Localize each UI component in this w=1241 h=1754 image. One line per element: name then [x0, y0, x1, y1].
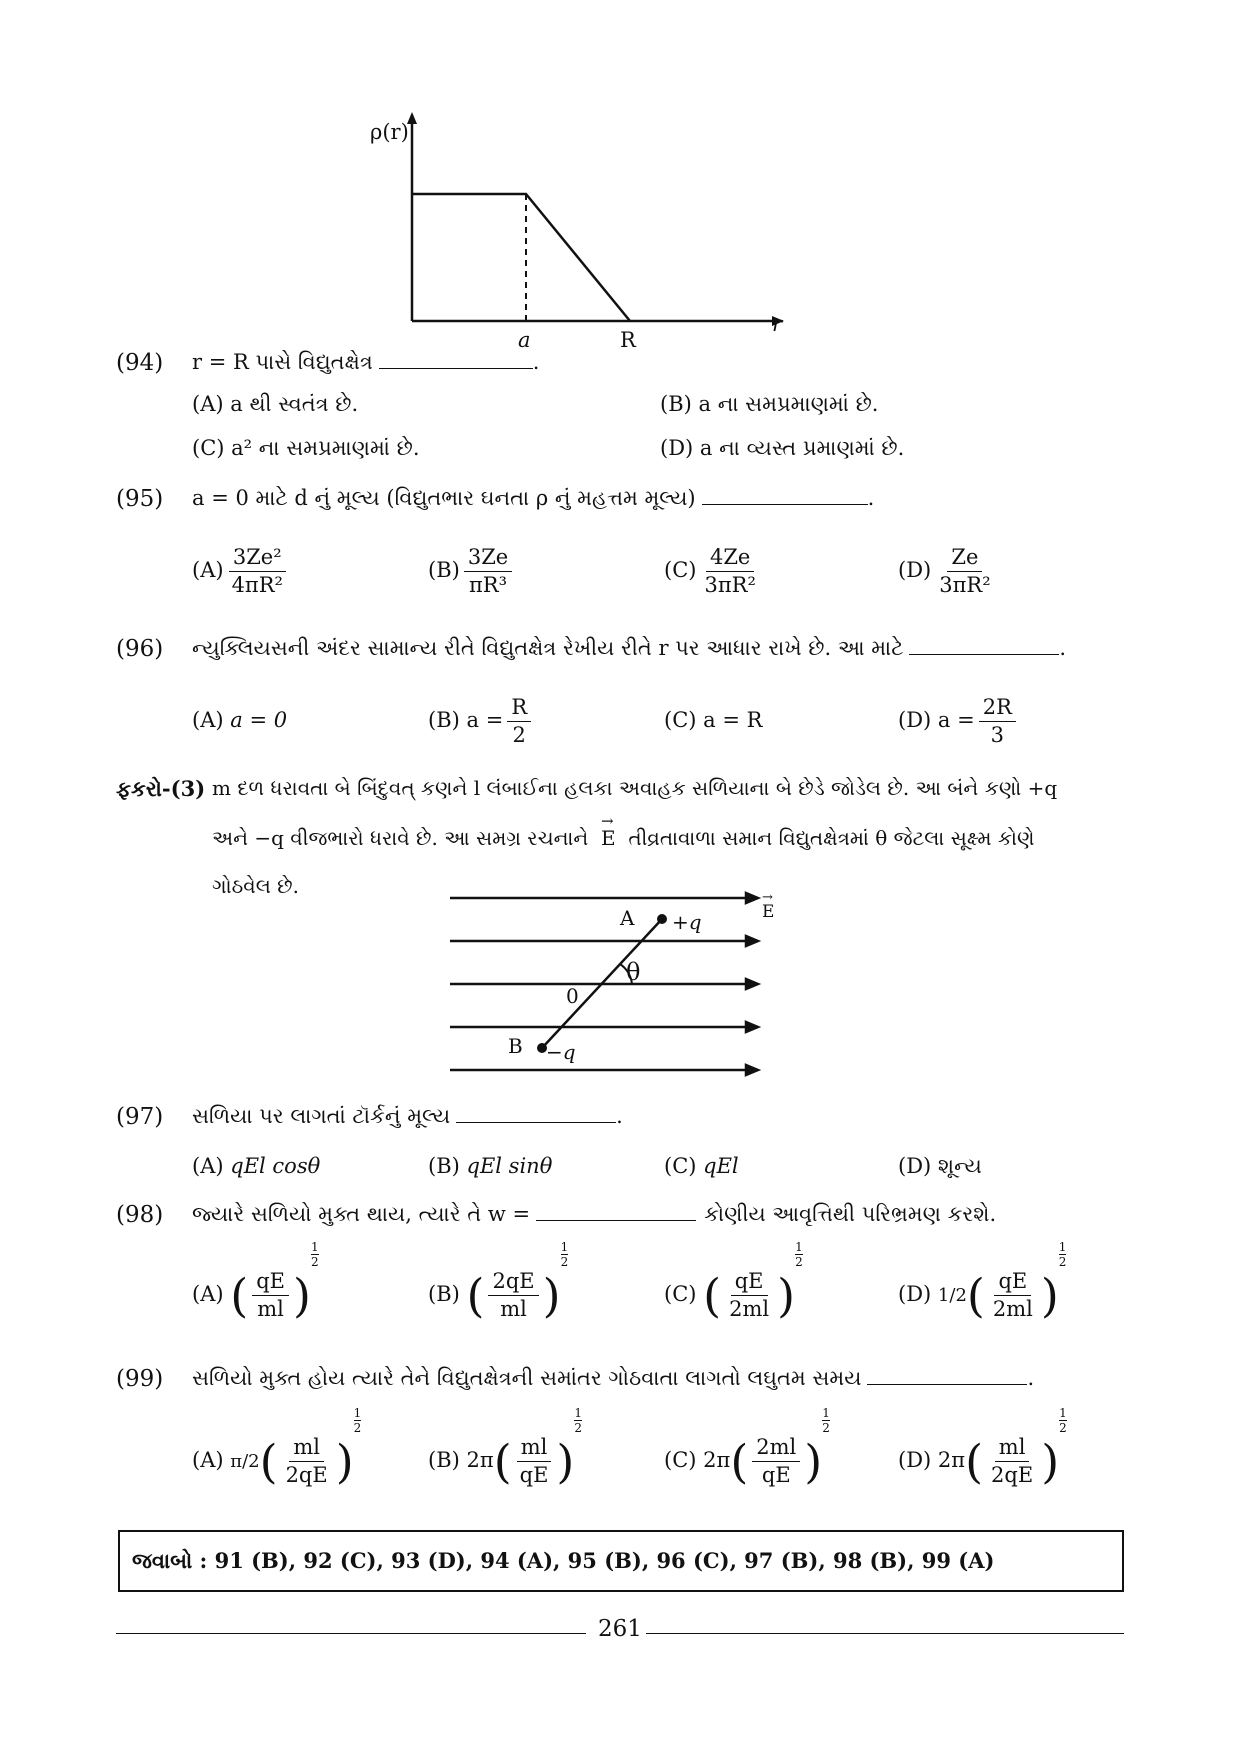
density-graph: [380, 108, 800, 348]
q95-option-b[interactable]: (B) $\frac{3Ze}{\text{πR³}}$: [428, 546, 516, 597]
pivot-O-label: 0: [566, 984, 579, 1008]
dipole-field-diagram: [440, 888, 770, 1088]
para3-line2: અને −q વીજભારો ધરાવે છે. આ સમગ્ર રચનાને → E તીવ્રતાવાળા સમાન વિદ્યુતક્ષેત્રમાં θ જેટલા સૂક્ષ્મ કોણે: [212, 812, 1035, 850]
page-number: 261: [598, 1616, 642, 1642]
q99-option-a[interactable]: (A) π/2( $\frac{ml}{2qE}$ ) $\frac{1}{2}$: [192, 1406, 362, 1489]
q99-option-d[interactable]: (D) 2π( $\frac{ml}{2qE}$ ) $\frac{1}{2}$: [898, 1406, 1067, 1489]
q97-option-c[interactable]: (C) qEl: [664, 1154, 739, 1178]
q94-option-b[interactable]: (B) a ના સમપ્રમાણમાં છે.: [660, 392, 879, 416]
angle-theta-label: θ: [626, 958, 641, 986]
q98-option-b[interactable]: (B) ( $\frac{2qE}{ml}$ ) $\frac{1}{2}$: [428, 1240, 569, 1323]
q97-number: (97): [116, 1104, 164, 1130]
para3-label: ફકરો-(3): [116, 776, 206, 801]
q94-option-d[interactable]: (D) a ના વ્યસ્ત પ્રમાણમાં છે.: [660, 436, 905, 460]
q99-option-b[interactable]: (B) 2π( $\frac{ml}{qE}$ ) $\frac{1}{2}$: [428, 1406, 583, 1489]
q98-text: જ્યારે સળિયો મુક્ત થાય, ત્યારે તે w = કોણીય આવૃત્તિથી પરિભ્રમણ કરશે.: [192, 1202, 997, 1226]
q95-option-c[interactable]: (C) $\frac{4Ze}{\text{3πR²}}$: [664, 545, 756, 598]
field-E-label: → E: [762, 890, 775, 922]
footer-rule-right: [646, 1633, 1124, 1634]
q99-number: (99): [116, 1366, 164, 1392]
q95-option-a[interactable]: (A) $\frac{\text{3Ze²}}{\text{4πR²}}$: [192, 546, 291, 597]
answer-key-box: જવાબો : 91 (B), 92 (C), 93 (D), 94 (A), 95 (B), 96 (C), 97 (B), 98 (B), 99 (A): [118, 1530, 1124, 1592]
graph1-a-label: a: [518, 328, 531, 352]
q95-text: a = 0 માટે d નું મૂલ્ય (વિદ્યુતભાર ઘનતા ρ નું મહત્તમ મૂલ્ય) .: [192, 486, 875, 510]
charge-A-label: A: [620, 906, 635, 930]
q98-option-d[interactable]: (D) 1/2( $\frac{qE}{2ml}$ ) $\frac{1}{2}$: [898, 1240, 1067, 1323]
graph1-R-label: R: [620, 328, 636, 352]
q94-text: r = R પાસે વિદ્યુતક્ષેત્ર .: [192, 350, 540, 374]
q96-number: (96): [116, 636, 164, 662]
q95-number: (95): [116, 486, 164, 512]
q97-text: સળિયા પર લાગતાં ટૉર્કનું મૂલ્ય .: [192, 1104, 623, 1128]
q97-option-a[interactable]: (A) qEl cosθ: [192, 1154, 321, 1178]
q96-option-c[interactable]: (C) a = R: [664, 708, 763, 732]
q94-number: (94): [116, 350, 164, 376]
q94-option-a[interactable]: (A) a થી સ્વતંત્ર છે.: [192, 392, 359, 416]
q97-option-b[interactable]: (B) qEl sinθ: [428, 1154, 553, 1178]
q99-option-c[interactable]: (C) 2π( $\frac{2ml}{qE}$ ) $\frac{1}{2}$: [664, 1406, 830, 1489]
charge-minus-q-label: −q: [546, 1040, 576, 1064]
q95-option-d[interactable]: (D) $\frac{Ze}{\text{3πR²}}$: [898, 545, 991, 598]
q99-text: સળિયો મુક્ત હોય ત્યારે તેને વિદ્યુતક્ષેત્રની સમાંતર ગોઠવાતા લાગતો લઘુતમ સમય .: [192, 1366, 1035, 1390]
para3-line1: m દળ ધરાવતા બે બિંદુવત્ કણને l લંબાઈના હલકા અવાહક સળિયાના બે છેડે જોડેલ છે. આ બંને કણો +q: [212, 776, 1058, 800]
q96-option-b[interactable]: (B) a = $\frac{R}{2}$: [428, 696, 535, 747]
q96-text: ન્યુક્લિયસની અંદર સામાન્ય રીતે વિદ્યુતક્ષેત્ર રેખીય રીતે r પર આધાર રાખે છે. આ માટે .: [192, 636, 1067, 660]
graph1-x-label: r: [772, 312, 783, 336]
charge-B-label: B: [508, 1034, 523, 1058]
q98-number: (98): [116, 1202, 164, 1228]
q96-option-d[interactable]: (D) a = $\frac{2R}{3}$: [898, 696, 1020, 747]
q98-option-a[interactable]: (A) ( $\frac{qE}{ml}$ ) $\frac{1}{2}$: [192, 1240, 319, 1323]
footer-rule-left: [116, 1633, 586, 1634]
para3-line3: ગોઠવેલ છે.: [212, 874, 299, 898]
q94-option-c[interactable]: (C) a² ના સમપ્રમાણમાં છે.: [192, 436, 420, 460]
charge-plus-q-label: +q: [672, 910, 702, 934]
q98-option-c[interactable]: (C) ( $\frac{qE}{2ml}$ ) $\frac{1}{2}$: [664, 1240, 803, 1323]
q96-option-a[interactable]: (A) a = 0: [192, 708, 288, 732]
q97-option-d[interactable]: (D) શૂન્ય: [898, 1154, 982, 1178]
graph1-y-label: ρ(r): [370, 120, 409, 144]
